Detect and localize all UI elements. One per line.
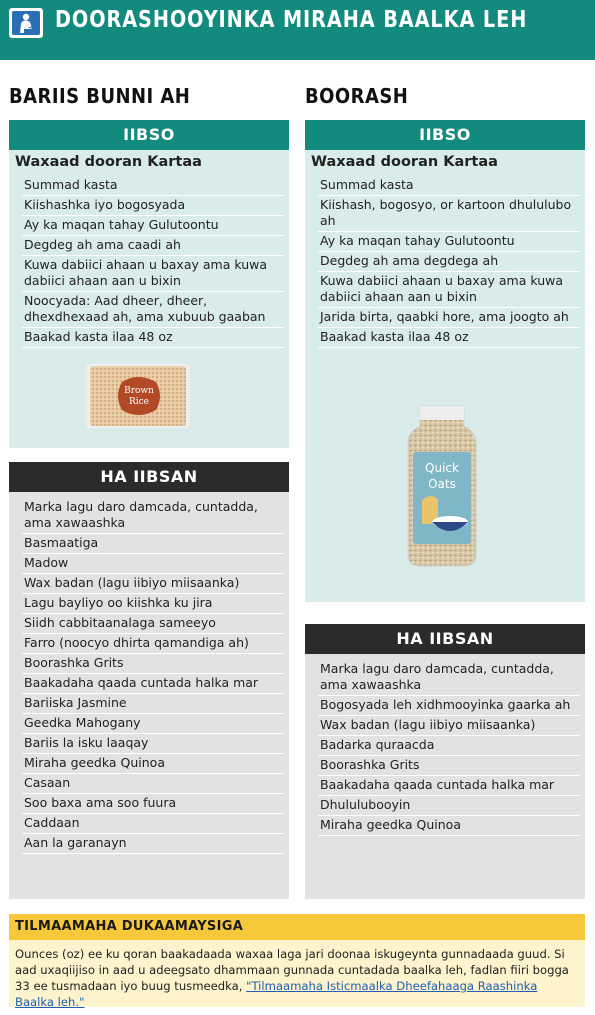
left-dont-buy-panel	[9, 492, 289, 899]
list-item: Degdeg ah ama degdega ah	[318, 252, 580, 272]
list-item: Basmaatiga	[22, 534, 284, 554]
list-item: Noocyada: Aad dheer, dheer, dhexdhexaad ah, ama xubuub gaaban	[22, 292, 284, 328]
list-item: Wax badan (lagu iibiyo miisaanka)	[22, 574, 284, 594]
list-item: Farro (noocyo dhirta qamandiga ah)	[22, 634, 284, 654]
left-buy-bar: IIBSO	[9, 120, 289, 150]
list-item: Miraha geedka Quinoa	[318, 816, 580, 836]
list-item: Ay ka maqan tahay Gulutoontu	[22, 216, 284, 236]
list-item: Dhululubooyin	[318, 796, 580, 816]
left-buy-list	[22, 176, 284, 348]
list-item: Kuwa dabiici ahaan u baxay ama kuwa dabiici ahaan aan u bixin	[318, 272, 580, 308]
list-item: Kuwa dabiici ahaan u baxay ama kuwa dabiici ahaan aan u bixin	[22, 256, 284, 292]
list-item: Badarka quraacda	[318, 736, 580, 756]
list-item: Bariiska Jasmine	[22, 694, 284, 714]
list-item: Baakadaha qaada cuntada halka mar	[22, 674, 284, 694]
rice-label-line2: Rice	[128, 397, 150, 407]
right-dont-buy-bar: HA IIBSAN	[305, 624, 585, 654]
list-item: Marka lagu daro damcada, cuntadda, ama xawaashka	[318, 660, 580, 696]
brown-rice-title: BARIIS BUNNI AH	[9, 84, 191, 108]
list-item: Geedka Mahogany	[22, 714, 284, 734]
list-item: Madow	[22, 554, 284, 574]
page-title: DOORASHOOYINKA MIRAHA BAALKA LEH	[55, 7, 528, 33]
rice-label-line1: Brown	[124, 386, 154, 396]
page-header	[0, 0, 595, 60]
list-item: Ay ka maqan tahay Gulutoontu	[318, 232, 580, 252]
list-item: Miraha geedka Quinoa	[22, 754, 284, 774]
list-item: Casaan	[22, 774, 284, 794]
list-item: Siidh cabbitaanalaga sameeyo	[22, 614, 284, 634]
list-item: Wax badan (lagu iibiyo miisaanka)	[318, 716, 580, 736]
left-dont-buy-list	[22, 498, 284, 854]
breastfeeding-mother-icon	[9, 8, 43, 38]
right-dont-buy-panel	[305, 654, 585, 899]
right-buy-heading: Waxaad dooran Kartaa	[311, 154, 498, 170]
right-dont-buy-list	[318, 660, 580, 836]
list-item: Summad kasta	[318, 176, 580, 196]
list-item: Lagu bayliyo oo kiishka ku jira	[22, 594, 284, 614]
list-item: Summad kasta	[22, 176, 284, 196]
quick-oats-bag-image	[404, 404, 480, 570]
list-item: Bariis la isku laaqay	[22, 734, 284, 754]
list-item: Kiishash, bogosyo, or kartoon dhululubo ah	[318, 196, 580, 232]
brown-rice-bag-image	[84, 360, 192, 432]
shopping-tips-text	[15, 946, 579, 1010]
list-item: Bogosyada leh xidhmooyinka gaarka ah	[318, 696, 580, 716]
list-item: Jarida birta, qaabki hore, ama joogto ah	[318, 308, 580, 328]
shopping-tips-title: TILMAAMAHA DUKAAMAYSIGA	[15, 919, 244, 934]
oats-label-line2: Oats	[428, 477, 456, 491]
left-buy-heading: Waxaad dooran Kartaa	[15, 154, 202, 170]
right-buy-list	[318, 176, 580, 348]
list-item: Kiishashka iyo bogosyada	[22, 196, 284, 216]
guide-link[interactable]: "Tilmaamaha Isticmaalka Dheefahaaga Raashinka Baalka leh."	[15, 979, 538, 1009]
list-item: Degdeg ah ama caadi ah	[22, 236, 284, 256]
shopping-tips-header	[9, 914, 585, 940]
right-buy-bar: IIBSO	[305, 120, 585, 150]
oatmeal-title: BOORASH	[305, 84, 409, 108]
oats-label-line1: Quick	[425, 461, 459, 475]
list-item: Baakad kasta ilaa 48 oz	[318, 328, 580, 348]
list-item: Baakadaha qaada cuntada halka mar	[318, 776, 580, 796]
list-item: Soo baxa ama soo fuura	[22, 794, 284, 814]
shopping-tips-box	[9, 914, 585, 1007]
list-item: Baakad kasta ilaa 48 oz	[22, 328, 284, 348]
list-item: Boorashka Grits	[318, 756, 580, 776]
list-item: Caddaan	[22, 814, 284, 834]
left-dont-buy-bar: HA IIBSAN	[9, 462, 289, 492]
shopping-tips-body: Ounces (oz) ee ku qoran baakadaada waxaa laga jari doonaa iskugeynta gunnadaada guud. Si aad uxaqiijiso in aad u adeegsato dhammaan gunnada cuntadada baalka leh, fadlan fiiri bogga 33 ee tusmadaan iyo buug tusmeedka,	[15, 947, 569, 993]
list-item: Aan la garanayn	[22, 834, 284, 854]
list-item: Boorashka Grits	[22, 654, 284, 674]
list-item: Marka lagu daro damcada, cuntadda, ama xawaashka	[22, 498, 284, 534]
